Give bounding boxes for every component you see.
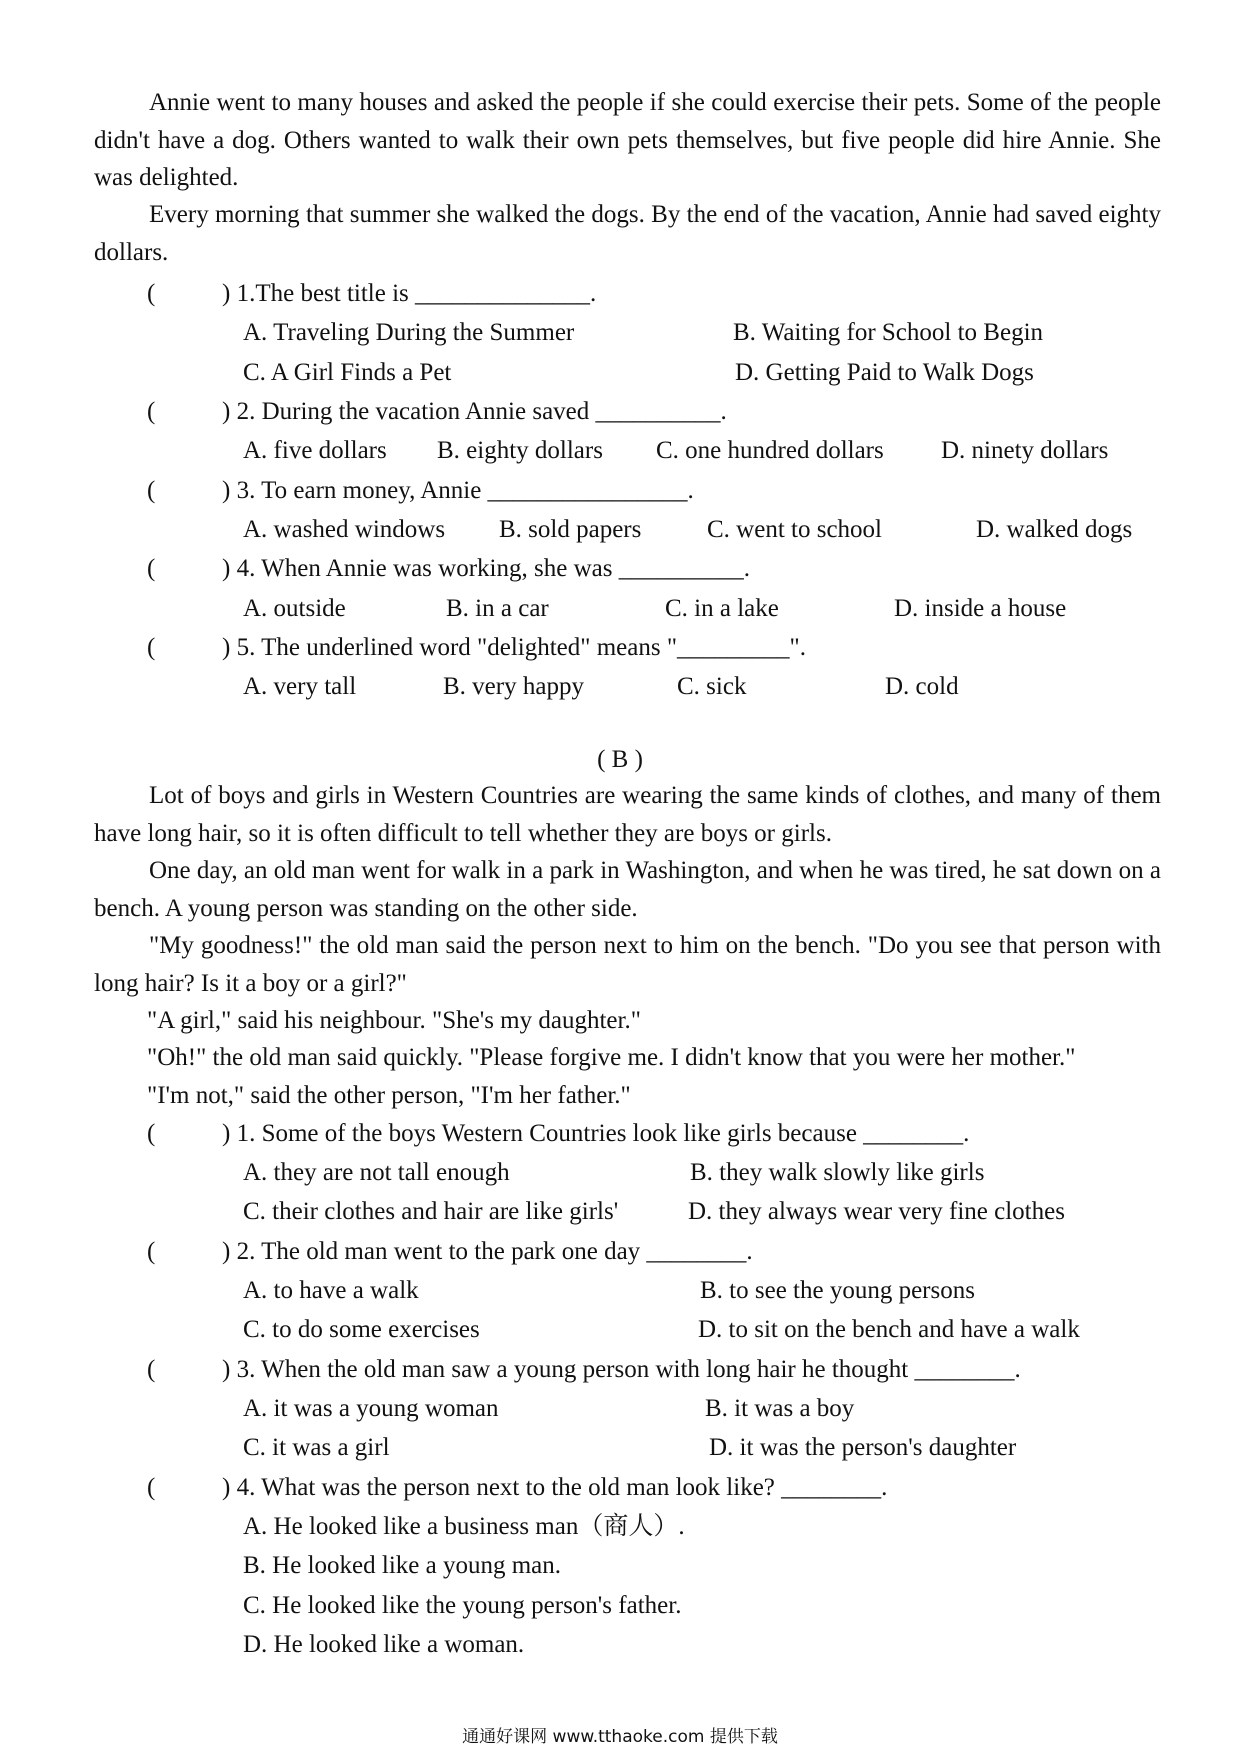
passage-a-paragraph-2: Every morning that summer she walked the dogs. By the end of the vacation, Annie had saved eighty dollars. — [94, 201, 1161, 266]
option-b: B. they walk slowly like girls — [690, 1159, 985, 1186]
option-b: B. to see the young persons — [700, 1277, 975, 1304]
dialogue-line-3: "I'm not," said the other person, "I'm her father." — [147, 1082, 631, 1109]
option-b: B. He looked like a young man. — [243, 1552, 561, 1579]
option-a: A. Traveling During the Summer — [243, 319, 575, 346]
option-a: A. they are not tall enough — [243, 1159, 510, 1186]
option-b: B. sold papers — [499, 516, 642, 543]
question-stem: ) 5. The underlined word "delighted" means "_________". — [222, 634, 806, 661]
question-stem: ) 2. During the vacation Annie saved __________. — [222, 398, 727, 425]
option-d: D. He looked like a woman. — [243, 1631, 525, 1658]
question-stem: ) 4. What was the person next to the old man look like? ________. — [222, 1474, 888, 1501]
dialogue-line-1: "A girl," said his neighbour. "She's my daughter." — [147, 1007, 641, 1034]
answer-paren[interactable]: ( — [147, 1474, 156, 1501]
option-c: C. their clothes and hair are like girls' — [243, 1198, 619, 1225]
question-stem: ) 4. When Annie was working, she was __________. — [222, 555, 750, 582]
answer-paren[interactable]: ( — [147, 1356, 156, 1383]
option-c: C. He looked like the young person's father. — [243, 1592, 682, 1619]
option-b: B. it was a boy — [705, 1395, 855, 1422]
option-b: B. Waiting for School to Begin — [733, 319, 1044, 346]
option-a: A. to have a walk — [243, 1277, 419, 1304]
option-d: D. ninety dollars — [941, 437, 1109, 464]
option-b: B. in a car — [446, 595, 549, 622]
passage-a-paragraph-1: Annie went to many houses and asked the people if she could exercise their pets. Some of the people didn't have a dog. Others wanted to walk their own pets themselves, but five people did hire Annie. She was delighted. — [94, 89, 1161, 191]
passage-b-paragraph-2: One day, an old man went for walk in a park in Washington, and when he was tired, he sat down on a bench. A young person was standing on the other side. — [94, 857, 1161, 922]
answer-paren[interactable]: ( — [147, 1238, 156, 1265]
option-a: A. washed windows — [243, 516, 446, 543]
question-stem: ) 3. When the old man saw a young person with long hair he thought ________. — [222, 1356, 1021, 1383]
answer-paren[interactable]: ( — [147, 1120, 156, 1147]
answer-paren[interactable]: ( — [147, 634, 156, 661]
option-a: A. five dollars — [243, 437, 387, 464]
footer-credit: 通通好课网 www.tthaoke.com 提供下载 — [462, 1727, 778, 1747]
section-heading-b: ( B ) — [597, 746, 643, 773]
question-stem: ) 3. To earn money, Annie ________________. — [222, 477, 694, 504]
option-d: D. it was the person's daughter — [709, 1434, 1017, 1461]
option-c: C. A Girl Finds a Pet — [243, 359, 452, 386]
answer-paren[interactable]: ( — [147, 555, 156, 582]
option-c: C. sick — [677, 673, 747, 700]
option-b: B. very happy — [443, 673, 584, 700]
answer-paren[interactable]: ( — [147, 477, 156, 504]
option-d: D. inside a house — [894, 595, 1067, 622]
question-stem: ) 1.The best title is ______________. — [222, 280, 597, 307]
option-a: A. it was a young woman — [243, 1395, 499, 1422]
option-d: D. they always wear very fine clothes — [688, 1198, 1065, 1225]
option-c: C. to do some exercises — [243, 1316, 480, 1343]
option-a: A. He looked like a business man（商人）. — [243, 1513, 685, 1540]
option-c: C. one hundred dollars — [656, 437, 884, 464]
option-b: B. eighty dollars — [437, 437, 603, 464]
option-a: A. very tall — [243, 673, 357, 700]
question-stem: ) 2. The old man went to the park one day ________. — [222, 1238, 753, 1265]
passage-b-paragraph-3: "My goodness!" the old man said the person next to him on the bench. "Do you see that person with long hair? Is it a boy or a girl?" — [94, 932, 1161, 997]
option-d: D. to sit on the bench and have a walk — [698, 1316, 1080, 1343]
dialogue-line-2: "Oh!" the old man said quickly. "Please forgive me. I didn't know that you were her mother." — [147, 1044, 1076, 1071]
option-c: C. in a lake — [665, 595, 779, 622]
passage-b-paragraph-1: Lot of boys and girls in Western Countries are wearing the same kinds of clothes, and many of them have long hair, so it is often difficult to tell whether they are boys or girls. — [94, 782, 1161, 847]
option-a: A. outside — [243, 595, 346, 622]
option-d: D. walked dogs — [976, 516, 1133, 543]
answer-paren[interactable]: ( — [147, 398, 156, 425]
question-stem: ) 1. Some of the boys Western Countries look like girls because ________. — [222, 1120, 970, 1147]
option-c: C. went to school — [707, 516, 882, 543]
option-c: C. it was a girl — [243, 1434, 390, 1461]
option-d: D. cold — [885, 673, 959, 700]
answer-paren[interactable]: ( — [147, 280, 156, 307]
option-d: D. Getting Paid to Walk Dogs — [735, 359, 1034, 386]
